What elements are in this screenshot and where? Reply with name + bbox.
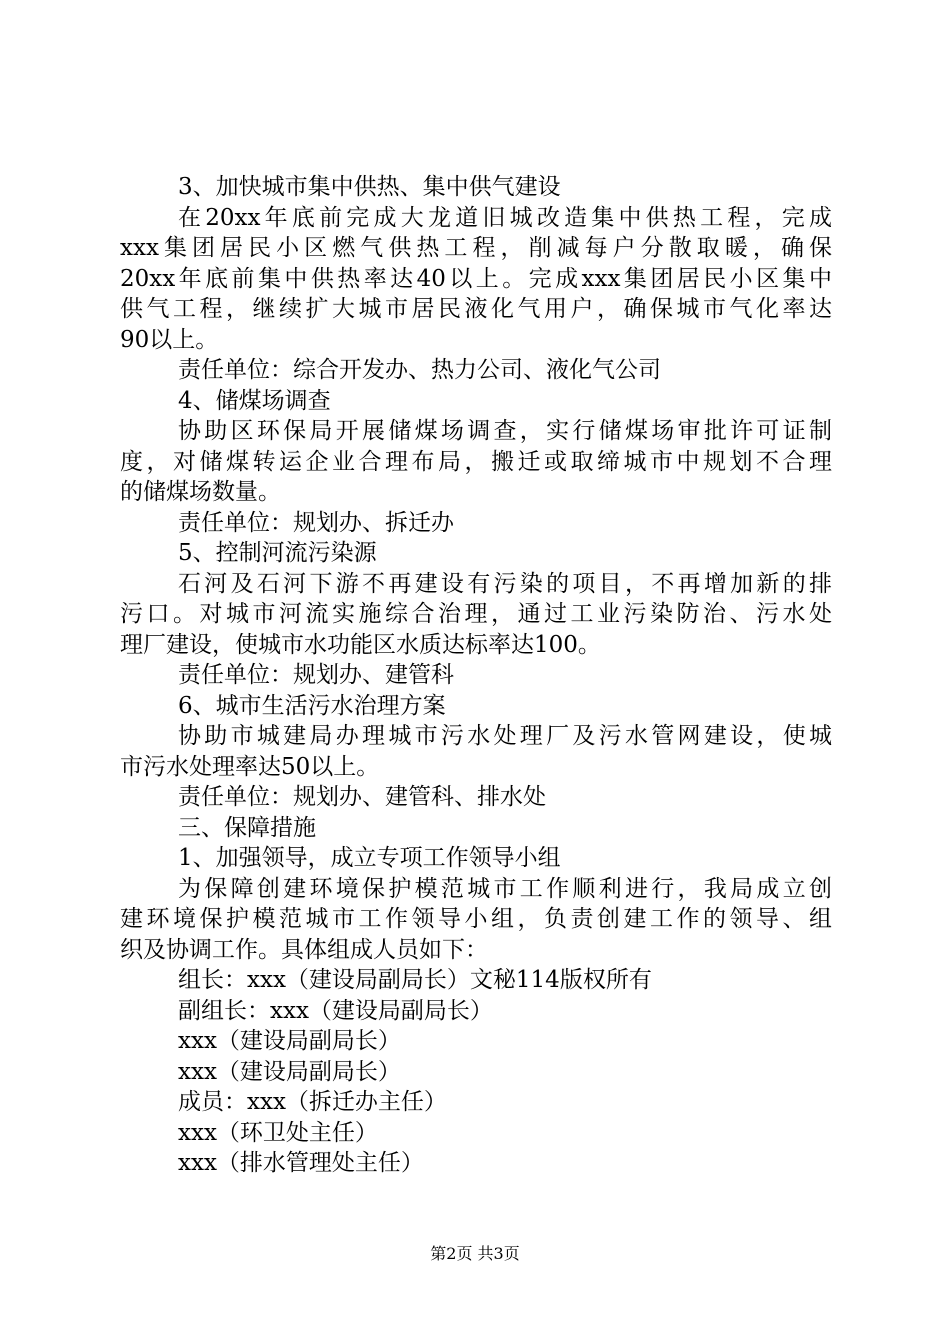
text-line: 90以上。 xyxy=(120,326,219,353)
text-line: 供气工程，继续扩大城市居民液化气用户，确保城市气化率达 xyxy=(120,296,832,322)
text-line: 建环境保护模范城市工作领导小组，负责创建工作的领导、组 xyxy=(120,906,832,932)
text-line: xxx（排水管理处主任） xyxy=(178,1150,424,1176)
text-line: 石河及石河下游不再建设有污染的项目，不再增加新的排 xyxy=(178,570,832,597)
text-line: xxx（建设局副局长） xyxy=(178,1058,401,1085)
text-line: 成员：xxx（拆迁办主任） xyxy=(178,1089,447,1115)
text-line: 4、储煤场调查 xyxy=(178,387,331,414)
text-line: 责任单位：规划办、拆迁办 xyxy=(178,509,454,536)
page-footer: 第2页 共3页 xyxy=(430,1244,520,1263)
text-line: 市污水处理率达50以上。 xyxy=(120,753,380,780)
text-line: 责任单位：规划办、建管科 xyxy=(178,662,454,688)
text-line: xxx集团居民小区燃气供热工程，削减每户分散取暖，确保 xyxy=(120,235,832,261)
text-line: 20xx年底前集中供热率达40以上。完成xxx集团居民小区集中 xyxy=(120,265,832,292)
text-line: 在20xx年底前完成大龙道旧城改造集中供热工程，完成 xyxy=(178,204,832,231)
text-line: 1、加强领导，成立专项工作领导小组 xyxy=(178,845,561,871)
text-line: 的储煤场数量。 xyxy=(120,479,281,505)
text-line: 理厂建设，使城市水功能区水质达标率达100。 xyxy=(120,631,601,658)
text-line: 三、保障措施 xyxy=(178,814,316,841)
text-line: 责任单位：综合开发办、热力公司、液化气公司 xyxy=(178,357,661,383)
text-line: 度，对储煤转运企业合理布局，搬迁或取缔城市中规划不合理 xyxy=(120,448,832,475)
text-line: 6、城市生活污水治理方案 xyxy=(178,692,446,719)
text-line: 为保障创建环境保护模范城市工作顺利进行，我局成立创 xyxy=(178,875,832,902)
text-line: 3、加快城市集中供热、集中供气建设 xyxy=(178,174,561,200)
document-body xyxy=(120,172,832,1179)
text-line: 织及协调工作。具体组成人员如下： xyxy=(120,936,488,963)
text-line: 协助市城建局办理城市污水处理厂及污水管网建设，使城 xyxy=(178,723,832,749)
text-line: 副组长：xxx（建设局副局长） xyxy=(178,997,493,1024)
text-line: 组长：xxx（建设局副局长）文秘114版权所有 xyxy=(178,967,652,993)
text-line: 协助区环保局开展储煤场调查，实行储煤场审批许可证制 xyxy=(178,418,832,444)
text-line: xxx（环卫处主任） xyxy=(178,1119,378,1146)
text-line: 责任单位：规划办、建管科、排水处 xyxy=(178,784,546,810)
text-line: 5、控制河流污染源 xyxy=(178,540,377,566)
text-line: 污口。对城市河流实施综合治理，通过工业污染防治、污水处 xyxy=(120,601,832,627)
text-line: xxx（建设局副局长） xyxy=(178,1028,401,1054)
